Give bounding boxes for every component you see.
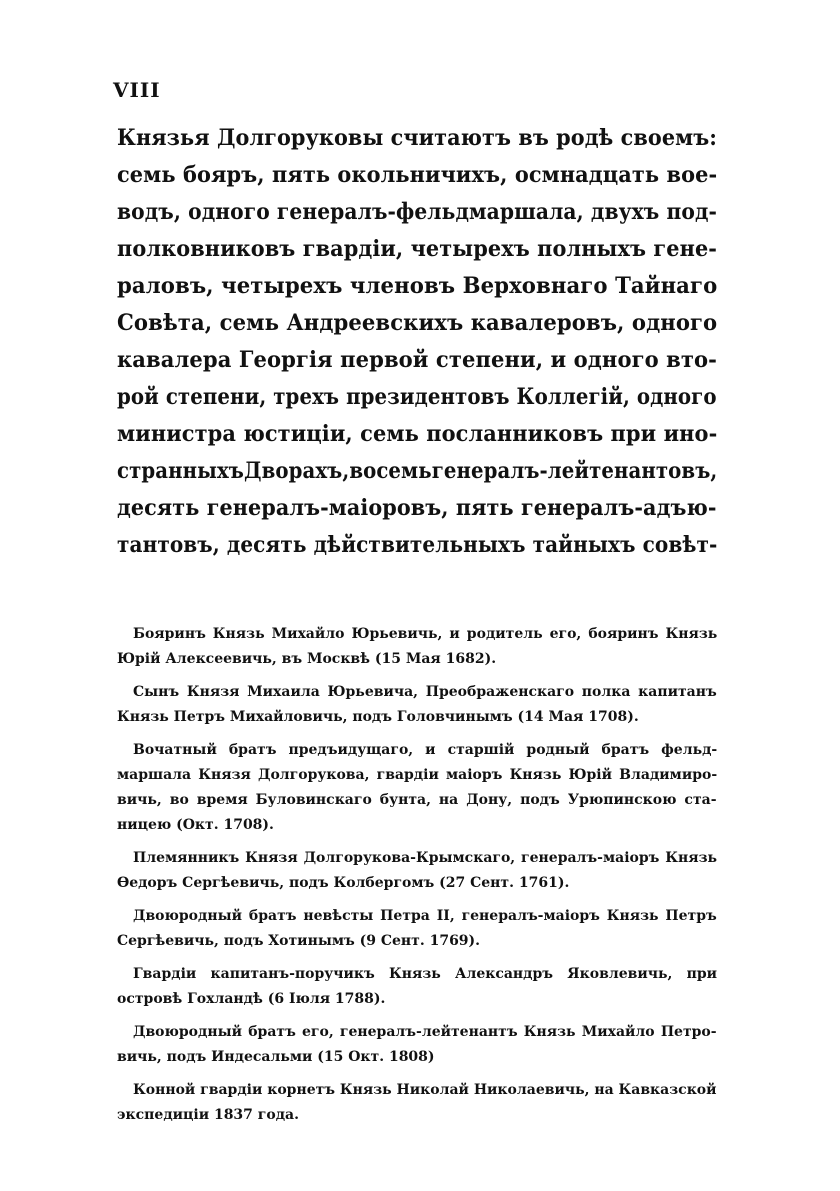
footnote-line: экспедиціи 1837 года.: [117, 1107, 299, 1123]
main-text-line: рой степени, трехъ президентовъ Коллегій, одного: [117, 384, 717, 410]
footnote-line: вичь, во время Буловинскаго бунта, на Дону, подъ Урюпинскою ста-: [117, 792, 717, 808]
main-text-line: кавалера Георгія первой степени, и одного вто-: [117, 347, 717, 373]
footnote-line: Вочатный братъ предъидущаго, и старшій родный братъ фельд-: [133, 742, 718, 758]
main-text-line: Князья Долгоруковы считаютъ въ родѣ своемъ:: [117, 125, 718, 151]
footnote: [117, 904, 717, 954]
footnote-line: Гвардіи капитанъ-поручикъ Князь Александръ Яковлевичь, при: [133, 966, 718, 982]
footnotes-section: [117, 622, 717, 1136]
main-text-line: раловъ, четырехъ членовъ Верховнаго Тайнаго: [117, 273, 718, 299]
footnote-line: маршала Князя Долгорукова, гвардіи маіоръ Князь Юрій Владимиро-: [117, 767, 718, 783]
footnote-line: Сергѣевичь, подъ Хотинымъ (9 Сент. 1769).: [117, 933, 481, 949]
main-text-line: семь бояръ, пять окольничихъ, осмнадцать вое-: [117, 162, 718, 188]
footnote-line: островѣ Гохландѣ (6 Іюля 1788).: [117, 991, 386, 1007]
footnote-line: Конной гвардіи корнетъ Князь Николай Николаевичь, на Кавказской: [133, 1082, 717, 1098]
main-text-line: тантовъ, десять дѣйствительныхъ тайныхъ совѣт-: [117, 532, 718, 558]
footnote-line: вичь, подъ Индесальми (15 Окт. 1808): [117, 1049, 435, 1065]
footnote-line: Племянникъ Князя Долгорукова-Крымскаго, генералъ-маіоръ Князь: [133, 850, 718, 866]
footnote-line: Двоюродный братъ невѣсты Петра II, генералъ-маіоръ Князь Петръ: [133, 908, 717, 924]
main-text-line: полковниковъ гвардіи, четырехъ полныхъ гене-: [117, 236, 718, 262]
main-text-line: Совѣта, семь Андреевскихъ кавалеровъ, одного: [117, 310, 718, 336]
footnote-line: Бояринъ Князь Михайло Юрьевичь, и родитель его, бояринъ Князь: [133, 626, 718, 642]
page-number: VIII: [113, 78, 161, 102]
main-text-line: министра юстиціи, семь посланниковъ при ино-: [117, 421, 718, 447]
footnote-line: ницею (Окт. 1708).: [117, 817, 274, 833]
footnote-line: Ѳедоръ Сергѣевичь, подъ Колбергомъ (27 Сент. 1761).: [117, 875, 570, 891]
main-text-line: десять генералъ-маіоровъ, пять генералъ-адъю-: [117, 495, 717, 521]
footnote: [117, 1020, 717, 1070]
footnote: [117, 622, 717, 672]
footnote-line: Князь Петръ Михайловичь, подъ Головчинымъ (14 Мая 1708).: [117, 709, 639, 725]
footnote-line: Сынъ Князя Михаила Юрьевича, Преображенскаго полка капитанъ: [133, 684, 717, 700]
footnote: [117, 962, 717, 1012]
main-text-line: странныхъДворахъ,восемьгенералъ-лейтенантовъ,: [117, 458, 718, 484]
main-text-line: водъ, одного генералъ-фельдмаршала, двухъ под-: [117, 199, 717, 225]
footnote: [117, 738, 717, 838]
footnote-line: Двоюродный братъ его, генералъ-лейтенантъ Князь Михайло Петро-: [133, 1024, 717, 1040]
main-paragraph: [117, 120, 717, 564]
footnote-line: Юрій Алексеевичь, въ Москвѣ (15 Мая 1682).: [117, 651, 497, 667]
footnote: [117, 846, 717, 896]
footnote: [117, 1078, 717, 1128]
footnote: [117, 680, 717, 730]
